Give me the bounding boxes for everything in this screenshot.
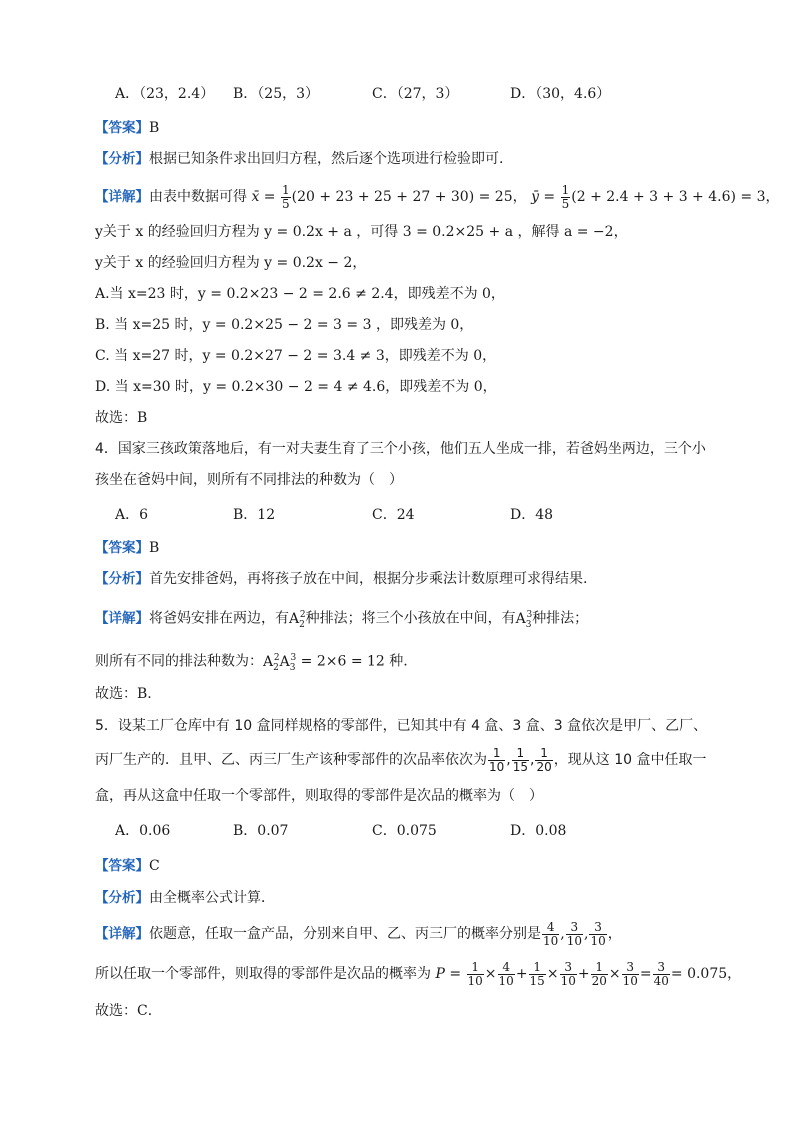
analysis-row bbox=[95, 149, 503, 169]
fraction: $\frac{3}{40}$ bbox=[653, 959, 669, 988]
answer-value: B bbox=[149, 120, 160, 136]
permutation-a22: $A_2^2$ bbox=[289, 610, 306, 630]
detail-text: 种排法；将三个小孩放在中间，有 bbox=[305, 610, 516, 627]
detail-text: 将爸妈安排在两边，有 bbox=[149, 610, 289, 627]
answer-row bbox=[95, 118, 159, 138]
analysis-row bbox=[95, 888, 275, 908]
fraction: $\frac{3}{10}$ bbox=[560, 959, 576, 988]
detail-text: (20 + 23 + 25 + 27 + 30) = 25， bbox=[291, 189, 527, 205]
xbar-symbol: x̄ bbox=[251, 189, 260, 205]
detail-line: D. 当 x=30 时，y = 0.2×30 − 2 = 4 ≠ 4.6，即残差不为 0， bbox=[95, 379, 497, 395]
fraction: $\frac{1}{10}$ bbox=[467, 959, 483, 988]
option-c: C．0.075 bbox=[372, 823, 437, 839]
option-a: A．（23，2.4） bbox=[115, 86, 215, 102]
permutation-product: $A_2^2A_3^3$ bbox=[263, 653, 297, 673]
answer-tag: 【答案】 bbox=[95, 858, 149, 874]
fraction: $\frac{1}{5}$ bbox=[282, 182, 290, 211]
question-stem: 盒，再从这盒中任取一个零部件，则取得的零部件是次品的概率为（ ） bbox=[95, 788, 543, 804]
stem-text: 丙厂生产的．且甲、乙、丙三厂生产该种零部件的次品率依次为 bbox=[95, 752, 487, 768]
analysis-tag: 【分析】 bbox=[95, 890, 149, 906]
answer-value: B bbox=[149, 540, 160, 556]
fraction: $\frac{1}{15}$ bbox=[512, 745, 529, 774]
detail-line: y关于 x 的经验回归方程为 y = 0.2x + a ，可得 3 = 0.2×25 + a ，解得 a = −2， bbox=[95, 224, 628, 240]
answer-tag: 【答案】 bbox=[95, 540, 149, 556]
option-a: A．0.06 bbox=[115, 823, 171, 839]
analysis-tag: 【分析】 bbox=[95, 151, 149, 167]
fraction: $\frac{1}{20}$ bbox=[591, 959, 607, 988]
option-c: C．（27，3） bbox=[372, 86, 459, 102]
detail-row: 【详解】由表中数据可得 x̄ = $\frac{1}{5}$ (20 + 23 + 25 + 27 + 30) = 25， ȳ = $\frac{1}{5}$ (2 + 2.4 + 3 + 3 + 4.6) = 3， bbox=[95, 182, 780, 211]
choice-line: 故选：B. bbox=[95, 686, 152, 702]
question-stem: 4．国家三孩政策落地后，有一对夫妻生育了三个小孩，他们五人坐成一排，若爸妈坐两边，三个小 bbox=[95, 441, 706, 457]
detail-line: C. 当 x=27 时，y = 0.2×27 − 2 = 3.4 ≠ 3，即残差不为 0， bbox=[95, 348, 497, 364]
option-d: D．0.08 bbox=[510, 823, 567, 839]
detail-row bbox=[95, 648, 408, 677]
detail-text: 依题意，任取一盒产品，分别来自甲、乙、丙三厂的概率分别是 bbox=[149, 926, 541, 942]
choice-line: 故选：C． bbox=[95, 1003, 162, 1019]
detail-row: 所以任取一个零部件，则取得的零部件是次品的概率为 P = $\frac{1}{10}$ × $\frac{4}{10}$ + $\frac{1}{15}$ × $\frac{3}{10}$ + $\frac{1}{20}$ × $\frac{3}{10}$ = $\frac{3}{40}$ = 0.075， bbox=[95, 959, 742, 988]
question-stem: 丙厂生产的．且甲、乙、丙三厂生产该种零部件的次品率依次为 $\frac{1}{10}$ , $\frac{1}{15}$ , $\frac{1}{20}$ ，现从这 10 盒中任取一 bbox=[95, 745, 707, 774]
detail-text: = 2×6 = 12 种. bbox=[300, 653, 408, 670]
detail-text: = 0.075， bbox=[670, 966, 742, 982]
analysis-text: 由全概率公式计算． bbox=[149, 890, 275, 906]
ybar-symbol: ȳ bbox=[531, 189, 539, 205]
option-a: A．6 bbox=[115, 507, 149, 523]
detail-text: 种排法； bbox=[532, 610, 589, 627]
detail-tag: 【详解】 bbox=[95, 610, 149, 627]
question-stem: 5．设某工厂仓库中有 10 盒同样规格的零部件，已知其中有 4 盒、3 盒、3 盒依次是甲厂、乙厂、 bbox=[95, 718, 708, 734]
option-d: D．（30，4.6） bbox=[510, 86, 611, 102]
option-d: D．48 bbox=[510, 507, 554, 523]
answer-tag: 【答案】 bbox=[95, 120, 149, 136]
analysis-text: 首先安排爸妈，再将孩子放在中间，根据分步乘法计数原理可求得结果. bbox=[149, 571, 588, 587]
question-stem: 孩坐在爸妈中间，则所有不同排法的种数为（ ） bbox=[95, 472, 403, 488]
fraction: $\frac{3}{10}$ bbox=[622, 959, 638, 988]
fraction: $\frac{1}{10}$ bbox=[489, 745, 505, 774]
analysis-tag: 【分析】 bbox=[95, 571, 149, 587]
detail-line: B. 当 x=25 时，y = 0.2×25 − 2 = 3 = 3 ，即残差为 0， bbox=[95, 317, 474, 333]
answer-row bbox=[95, 856, 160, 876]
detail-text: 所以任取一个零部件，则取得的零部件是次品的概率为 bbox=[95, 966, 431, 982]
permutation-a33: $A_3^3$ bbox=[515, 610, 533, 630]
analysis-text: 根据已知条件求出回归方程，然后逐个选项进行检验即可. bbox=[149, 151, 504, 167]
detail-row: 【详解】依题意，任取一盒产品，分别来自甲、乙、丙三厂的概率分别是 $\frac{4}{10}$ , $\frac{3}{10}$ , $\frac{3}{10}$ ， bbox=[95, 919, 622, 948]
fraction: $\frac{1}{20}$ bbox=[536, 745, 552, 774]
analysis-row bbox=[95, 569, 587, 589]
detail-text: 则所有不同的排法种数为： bbox=[95, 653, 263, 670]
fraction: $\frac{3}{10}$ bbox=[590, 919, 606, 948]
fraction: $\frac{4}{10}$ bbox=[543, 919, 559, 948]
answer-value: C bbox=[149, 858, 160, 874]
probability-symbol: P bbox=[435, 966, 445, 982]
option-b: B．0.07 bbox=[233, 823, 289, 839]
answer-row bbox=[95, 538, 159, 558]
detail-text: (2 + 2.4 + 3 + 3 + 4.6) = 3， bbox=[571, 189, 780, 205]
detail-line: y关于 x 的经验回归方程为 y = 0.2x − 2， bbox=[95, 255, 367, 271]
choice-line: 故选：B bbox=[95, 410, 148, 426]
fraction: $\frac{1}{5}$ bbox=[561, 182, 570, 211]
option-b: B．12 bbox=[233, 507, 276, 523]
option-b: B．（25，3） bbox=[233, 86, 320, 102]
detail-line: A.当 x=23 时，y = 0.2×23 − 2 = 2.6 ≠ 2.4，即残差不为 0， bbox=[95, 286, 505, 302]
detail-text: 由表中数据可得 bbox=[149, 189, 247, 205]
detail-tag: 【详解】 bbox=[95, 189, 149, 205]
detail-tag: 【详解】 bbox=[95, 926, 149, 942]
fraction: $\frac{4}{10}$ bbox=[498, 959, 514, 988]
stem-text: ，现从这 10 盒中任取一 bbox=[553, 752, 707, 768]
detail-row bbox=[95, 605, 588, 634]
option-c: C．24 bbox=[372, 507, 415, 523]
fraction: $\frac{1}{15}$ bbox=[529, 959, 545, 988]
fraction: $\frac{3}{10}$ bbox=[566, 919, 583, 948]
